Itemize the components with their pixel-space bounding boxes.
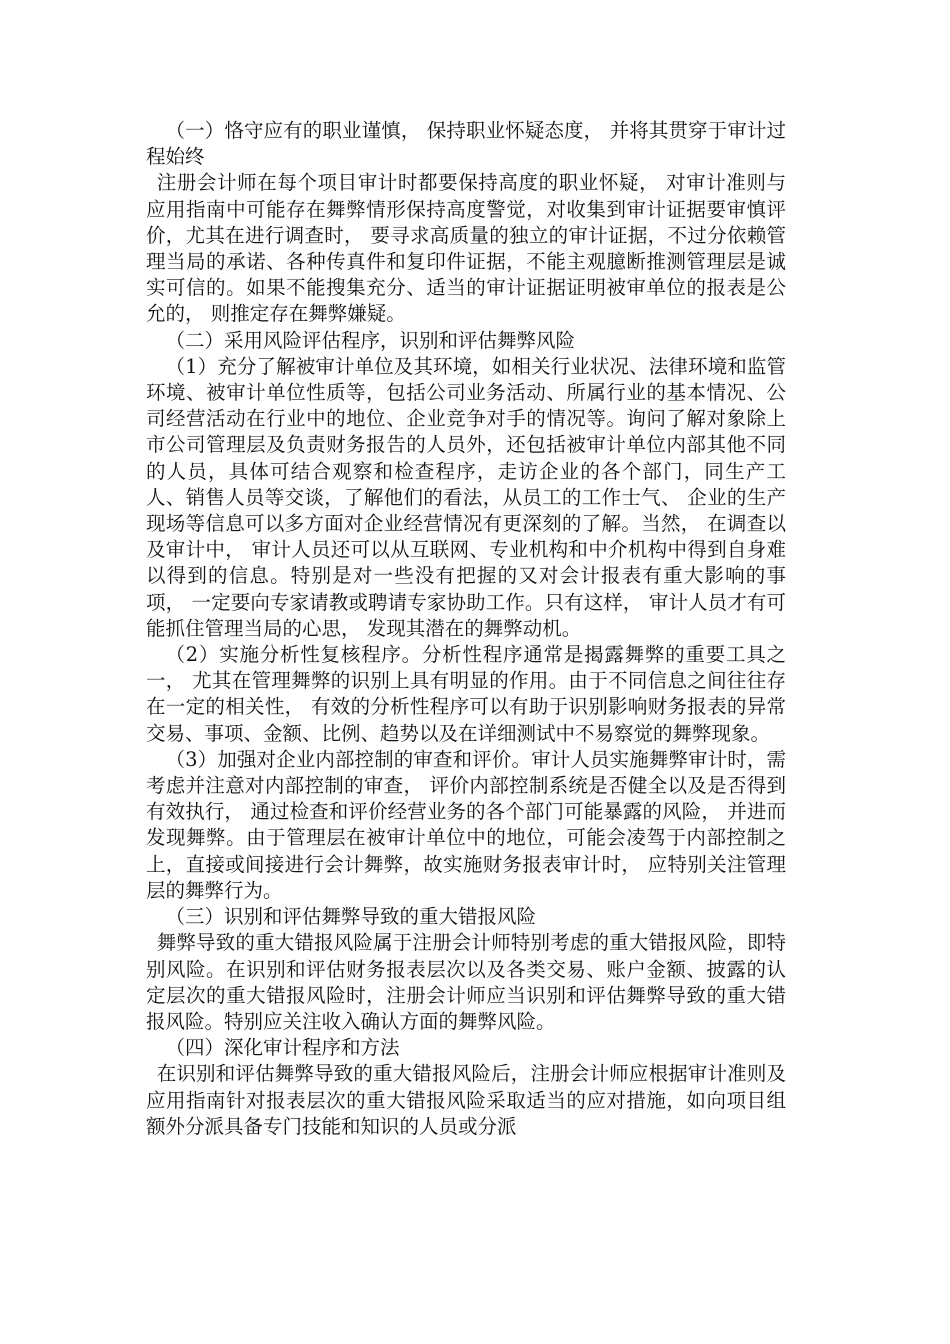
list-item-understand-entity: （1）充分了解被审计单位及其环境，如相关行业状况、法律环境和监管环境、被审计单位性质等，包括公司业务活动、所属行业的基本情况、公司经营活动在行业中的地位、企业竞争对手的情况等。询问了解对象除上市公司管理层及负责财务报告的人员外，还包括被审计单位内部其他不同的人员，具体可结合观察和检查程序，走访企业的各个部门，同生产工人、销售人员等交谈，了解他们的看法，从员工的工作士气、 企业的生产现场等信息可以多方面对企业经营情况有更深刻的了解。当然， 在调查以及审计中， 审计人员还可以从互联网、专业机构和中介机构中得到自身难以得到的信息。特别是对一些没有把握的又对会计报表有重大影响的事项， 一定要向专家请教或聘请专家协助工作。只有这样， 审计人员才有可能抓住管理当局的心思， 发现其潜在的舞弊动机。	[146, 354, 786, 640]
list-item-internal-control: （3）加强对企业内部控制的审查和评价。审计人员实施舞弊审计时，需考虑并注意对内部控制的审查， 评价内部控制系统是否健全以及是否得到有效执行， 通过检查和评价经营业务的各个部门可能暴露的风险， 并进而发现舞弊。由于管理层在被审计单位中的地位，可能会凌驾于内部控制之上，直接或间接进行会计舞弊，故实施财务报表审计时， 应特别关注管理层的舞弊行为。	[146, 747, 786, 902]
document-body	[146, 118, 786, 1140]
paragraph-audit-procedures: 在识别和评估舞弊导致的重大错报风险后，注册会计师应根据审计准则及应用指南针对报表层次的重大错报风险采取适当的应对措施，如向项目组额外分派具备专门技能和知识的人员或分派	[146, 1062, 786, 1138]
section-heading-3: （三）识别和评估舞弊导致的重大错报风险	[165, 905, 537, 929]
section-heading-1: （一）恪守应有的职业谨慎， 保持职业怀疑态度， 并将其贯穿于审计过程始终	[146, 119, 786, 169]
list-item-analytical-review: （2）实施分析性复核程序。分析性程序通常是揭露舞弊的重要工具之一， 尤其在管理舞弊的识别上具有明显的作用。由于不同信息之间往往存在一定的相关性， 有效的分析性程序可以有助于识别影响财务报表的异常交易、事项、金额、比例、趋势以及在详细测试中不易察觉的舞弊现象。	[146, 643, 786, 745]
paragraph-professional-skepticism: 注册会计师在每个项目审计时都要保持高度的职业怀疑， 对审计准则与应用指南中可能存在舞弊情形保持高度警觉，对收集到审计证据要审慎评价，尤其在进行调查时， 要寻求高质量的独立的审计证据，不过分依赖管理当局的承诺、各种传真件和复印件证据，不能主观臆断推测管理层是诚实可信的。如果不能搜集充分、适当的审计证据证明被审单位的报表是公允的， 则推定存在舞弊嫌疑。	[146, 171, 786, 326]
paragraph-material-misstatement: 舞弊导致的重大错报风险属于注册会计师特别考虑的重大错报风险，即特别风险。在识别和评估财务报表层次以及各类交易、账户金额、披露的认定层次的重大错报风险时，注册会计师应当识别和评估舞弊导致的重大错报风险。特别应关注收入确认方面的舞弊风险。	[146, 931, 786, 1033]
section-heading-4: （四）深化审计程序和方法	[165, 1036, 400, 1060]
section-heading-2: （二）采用风险评估程序，识别和评估舞弊风险	[165, 328, 576, 352]
